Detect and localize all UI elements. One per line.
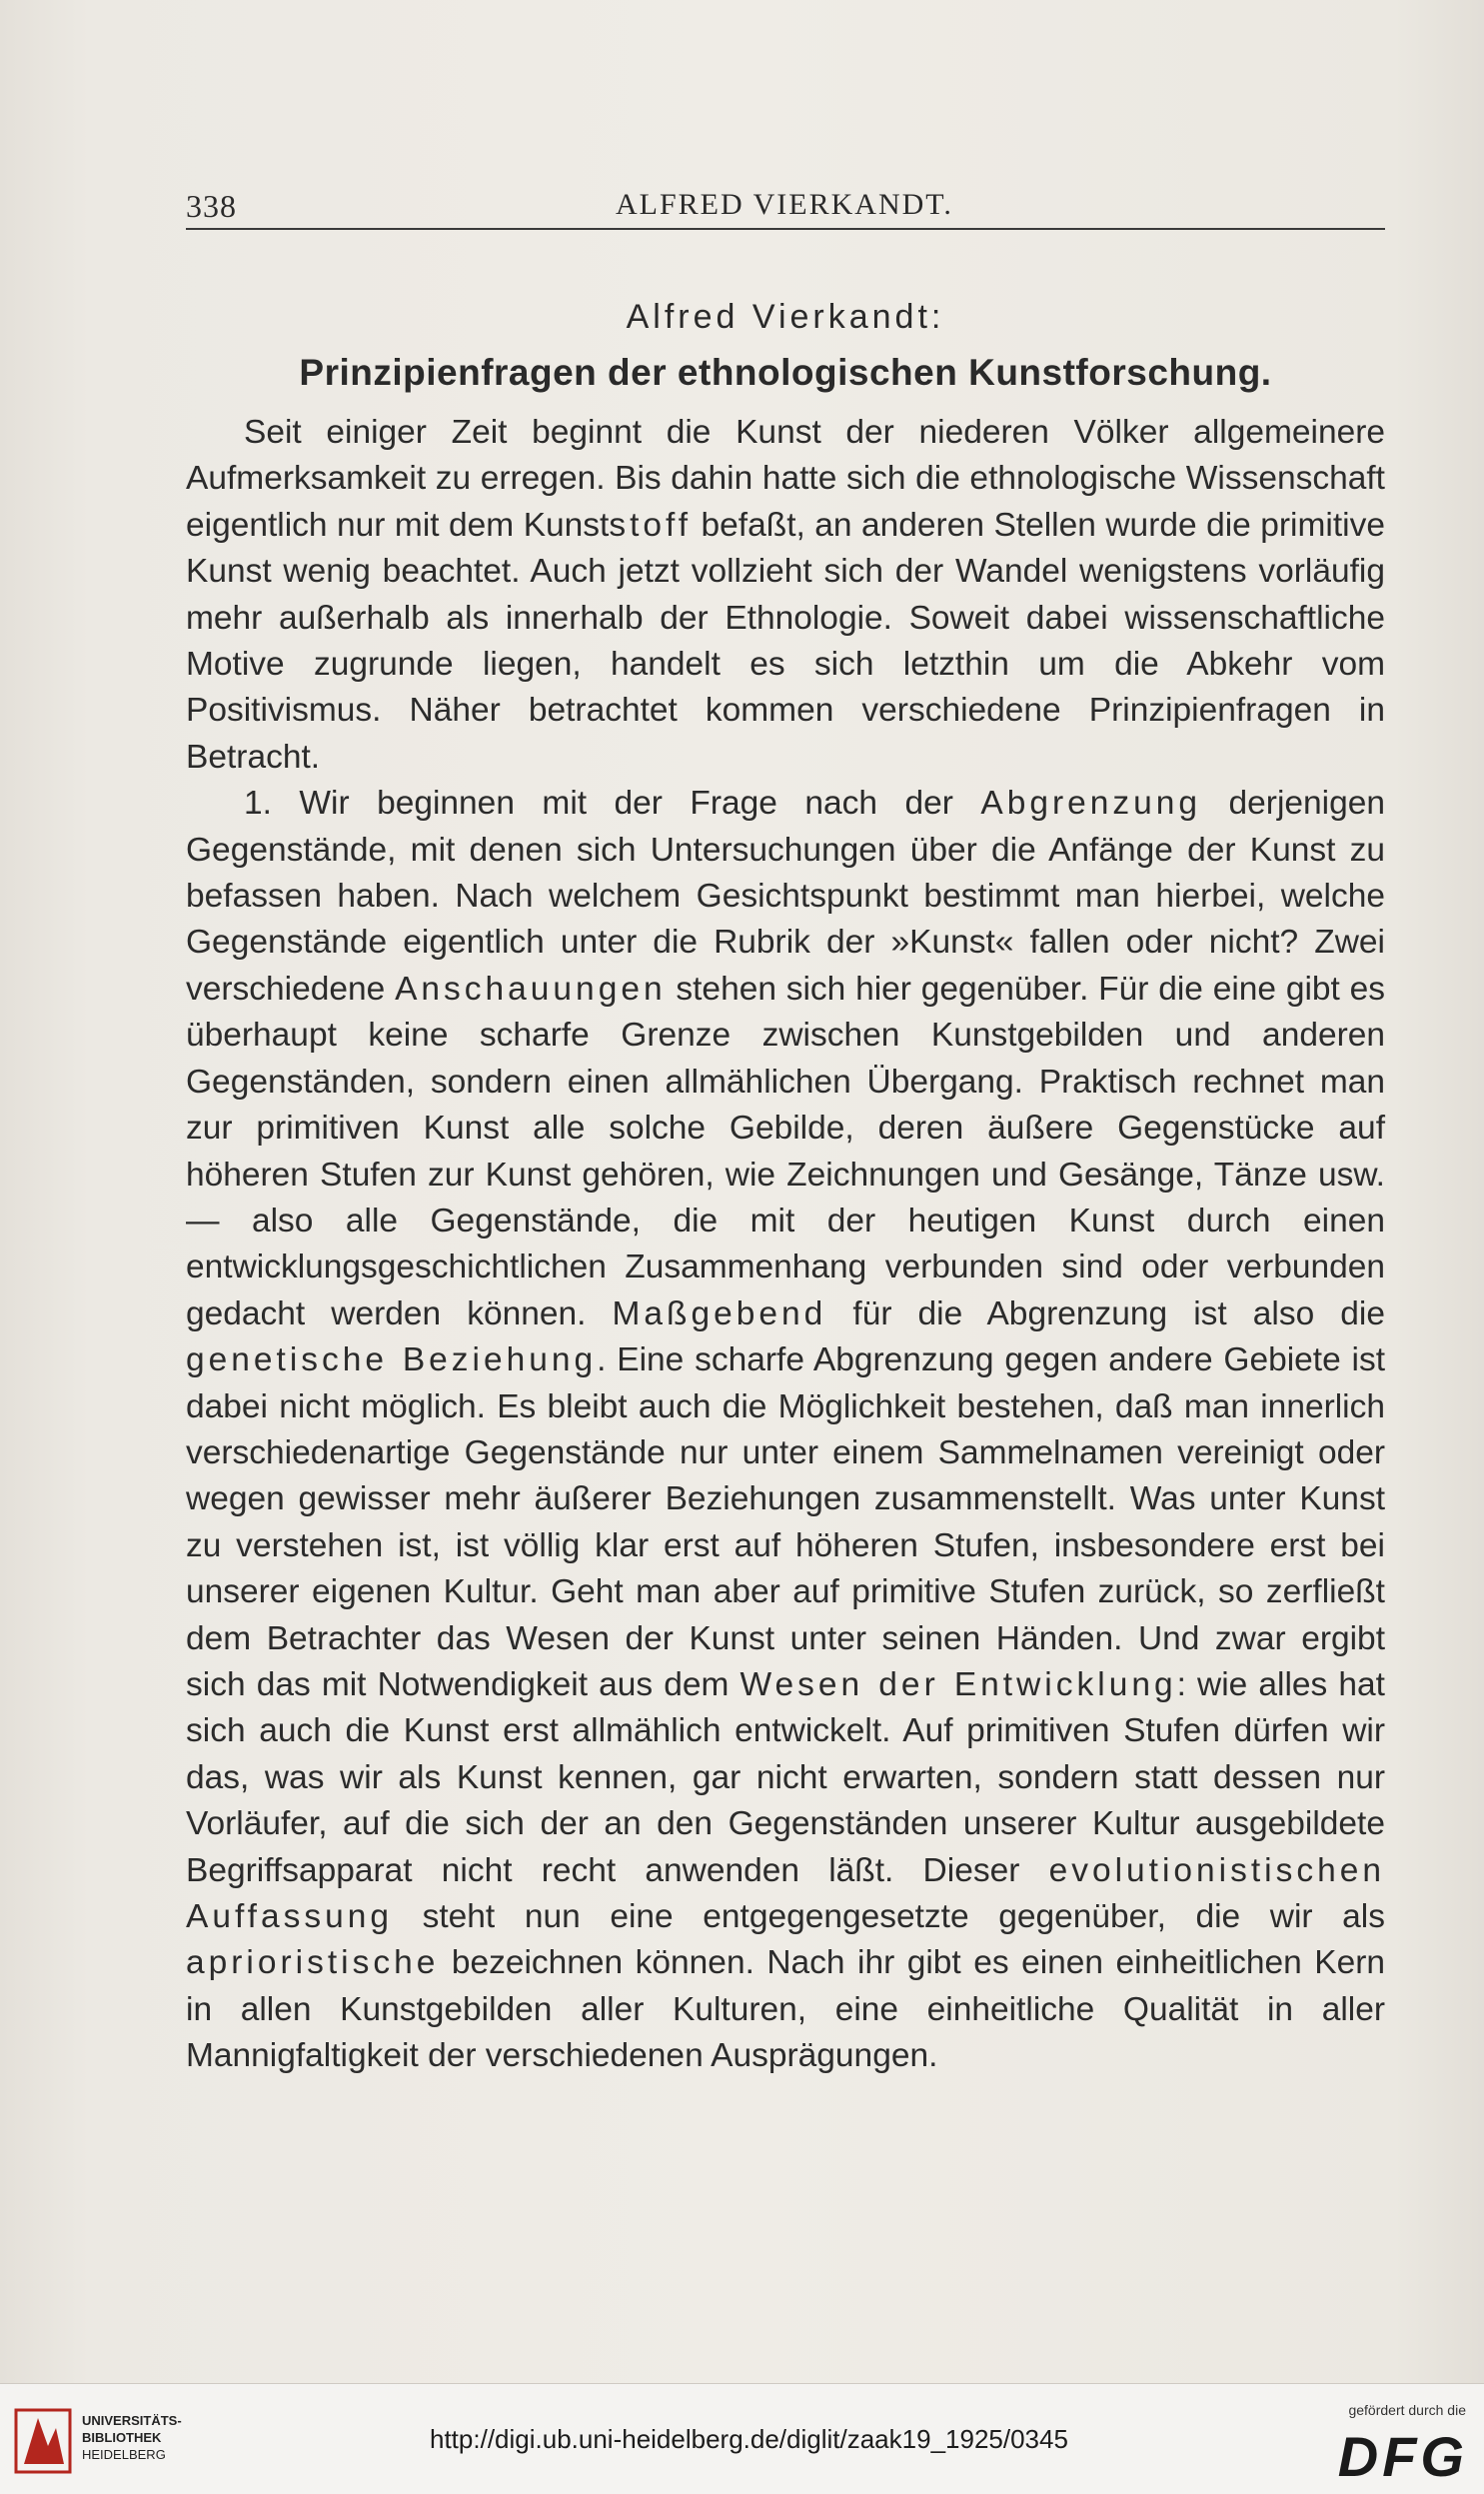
library-name-line: BIBLIOTHEK bbox=[82, 2430, 162, 2445]
library-logo-text bbox=[82, 2412, 182, 2463]
text-run: derjenigen Gegenstände, mit denen sich Untersuchungen über die Anfänge der Kunst zu befassen haben. Nach welchem Gesichtspunkt bestimmt man hierbei, welche Gegenstände eigentlich unter die Rubrik der »Kunst« fallen oder nicht? Zwei verschiedene bbox=[186, 785, 1385, 1008]
article-author: Alfred Vierkandt: bbox=[626, 298, 945, 336]
text-run: : wie alles hat sich auch die Kunst erst allmählich entwickelt. Auf primitiven Stufen dürfen wir das, was wir als Kunst kennen, gar nicht erwarten, sondern statt dessen nur Vorläufer, auf die sich der an den Gegenständen unserer Kultur ausgebildete Begriffsapparat nicht recht anwenden läßt. Dieser bbox=[186, 1665, 1385, 1889]
page-number: 338 bbox=[186, 188, 237, 224]
text-run: steht nun eine entgegengesetzte gegenüber, die wir als bbox=[393, 1898, 1385, 1935]
running-header bbox=[186, 168, 1385, 230]
funded-by-label: gefördert durch die bbox=[1348, 2402, 1466, 2418]
spaced-emphasis: stoff bbox=[609, 506, 693, 544]
text-run: für die Abgrenzung ist also die bbox=[826, 1294, 1385, 1332]
spaced-emphasis: Anschauungen bbox=[395, 970, 667, 1008]
text-run: 1. Wir beginnen mit der Frage nach der bbox=[244, 785, 981, 823]
paragraph-2 bbox=[186, 781, 1385, 2079]
article-title: Prinzipienfragen der ethnologischen Kunstforschung. bbox=[299, 352, 1272, 393]
spaced-emphasis: evolutionistischen Auffassung bbox=[186, 1851, 1385, 1935]
spaced-emphasis: aprioristische bbox=[186, 1944, 440, 1982]
text-run: bezeichnen können. Nach ihr gibt es einen einheitlichen Kern in allen Kunstgebilden aller Kulturen, eine einheitliche Qualität in aller Mannigfaltigkeit der verschiedenen Ausprägungen. bbox=[186, 1944, 1385, 2075]
paragraph-1 bbox=[186, 410, 1385, 781]
article-body bbox=[186, 410, 1385, 2080]
ub-heidelberg-logo-icon bbox=[14, 2408, 72, 2474]
library-name-line: UNIVERSITÄTS- bbox=[82, 2413, 182, 2428]
spaced-emphasis: Abgrenzung bbox=[980, 785, 1202, 823]
spaced-emphasis: genetische Beziehung bbox=[186, 1341, 598, 1379]
viewer-footer bbox=[0, 2383, 1484, 2494]
text-run: . Eine scharfe Abgrenzung gegen andere Gebiete ist dabei nicht möglich. Es bleibt auch die Möglichkeit bestehen, daß man innerlich verschiedenartige Gegenstände nur unter einem Sammelnamen vereinigt oder wegen gewisser mehr äußerer Beziehungen zusammenstellt. Was unter Kunst zu verstehen ist, ist völlig klar erst auf höheren Stufen, insbesondere erst bei unserer eigenen Kultur. Geht man aber auf primitive Stufen zurück, so zerfließt dem Betrachter das Wesen der Kunst unter seinen Händen. Und zwar ergibt sich das mit Notwendigkeit aus dem bbox=[186, 1341, 1386, 1703]
dfg-logo: DFG bbox=[1337, 2425, 1468, 2488]
spaced-emphasis: Wesen der Entwicklung bbox=[740, 1665, 1177, 1703]
text-run: stehen sich hier gegenüber. Für die eine gibt es überhaupt keine scharfe Grenze zwischen Kunstgebilden und anderen Gegenständen, sondern einen allmählichen Übergang. Praktisch rechnet man zur primitiven Kunst alle solche Gebilde, deren äußere Gegenstücke auf höheren Stufen zur Kunst gehören, wie Zeichnungen und Gesänge, Tänze usw. — also alle Gegenstände, die mit der heutigen Kunst durch einen entwicklungsgeschichtlichen Zusammenhang verbunden sind oder verbunden gedacht werden können. bbox=[186, 970, 1385, 1332]
permalink-url[interactable]: http://digi.ub.uni-heidelberg.de/diglit/zaak19_1925/0345 bbox=[430, 2424, 1068, 2454]
text-run: Seit einiger Zeit beginnt die Kunst der niederen Völker allgemeinere Aufmerksamkeit zu erregen. Bis dahin hatte sich die ethnologische Wissenschaft eigentlich nur mit dem Kunst bbox=[186, 414, 1385, 544]
running-title: ALFRED VIERKANDT. bbox=[616, 188, 953, 221]
library-name-line: HEIDELBERG bbox=[82, 2447, 166, 2462]
spaced-emphasis: Maßgebend bbox=[612, 1294, 827, 1332]
text-run: befaßt, an anderen Stellen wurde die primitive Kunst wenig beachtet. Auch jetzt vollzieht sich der Wandel wenigstens vorläufig mehr außerhalb als innerhalb der Ethnologie. Soweit dabei wissenschaftliche Motive zugrunde liegen, handelt es sich letzthin um die Abkehr vom Positivismus. Näher betrachtet kommen verschiedene Prinzipienfragen in Betracht. bbox=[186, 506, 1385, 776]
